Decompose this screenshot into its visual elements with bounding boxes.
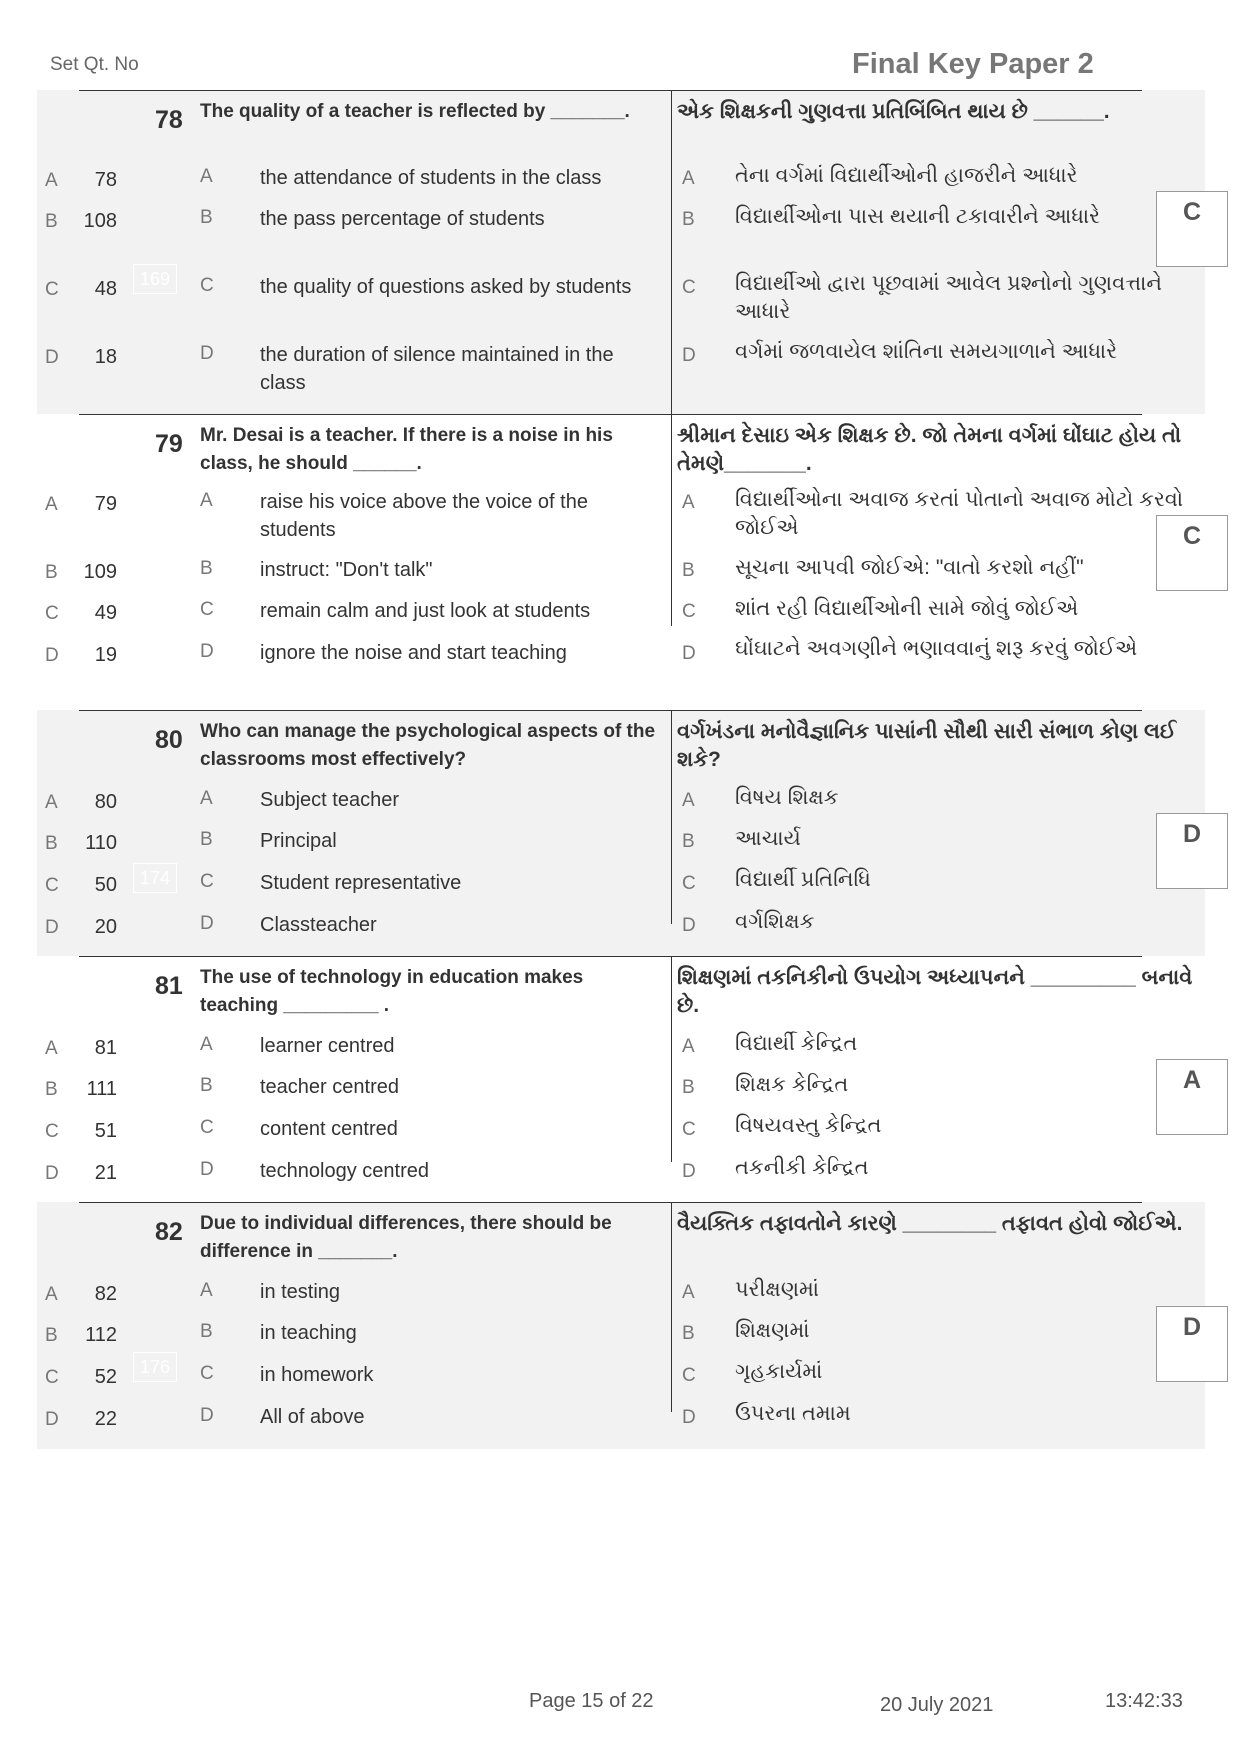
option-letter-gu: D [682,1161,696,1182]
ghost-number: 176 [133,1352,177,1382]
set-question-number: 21 [94,1162,117,1184]
option-text-gu: વર્ગમાં જળવાયેલ શાંતિના સમયગાળાને આધારે [735,340,1118,363]
option-text-en: learner centred [260,1035,395,1057]
option-text-en: content centred [260,1118,398,1140]
option-text-gu: પરીક્ષણમાં [735,1278,820,1301]
divider [79,1202,1142,1203]
option-text-gu: તેના વર્ગમાં વિદ્યાર્થીઓની હાજરીને આધારે [735,164,1078,187]
option-letter-en: A [200,788,213,809]
option-text-en: instruct: "Don't talk" [260,559,433,581]
option-letter-gu: D [682,345,696,366]
option-text-en: Student representative [260,872,462,894]
set-letter: D [45,645,59,666]
question-number: 79 [155,430,183,458]
question-text-en: Mr. Desai is a teacher. If there is a noise in his class, he should ______. [200,425,613,474]
option-letter-en: B [200,1321,213,1342]
answer-key: D [1182,1313,1202,1341]
option-text-en: Classteacher [260,914,377,936]
option-text-gu: શાંત રહી વિદ્યાર્થીઓની સામે જોવું જોઈએ [735,597,1079,620]
option-letter-gu: A [682,790,695,811]
option-text-gu: વિદ્યાર્થીઓ દ્વારા પૂછવામાં આવેલ પ્રશ્નોનો ગુણવત્તાને આધારે [735,272,1163,323]
option-letter-gu: C [682,601,696,622]
option-letter-gu: A [682,1036,695,1057]
question-text-gu: શ્રીમાન દેસાઇ એક શિક્ષક છે. જો તેમના વર્ગમાં ઘોંઘાટ હોય તો તેમણે_______. [677,424,1182,475]
option-text-gu: આચાર્ય [735,827,801,850]
option-letter-en: D [200,1405,214,1426]
divider [671,710,672,924]
set-letter: C [45,1367,59,1388]
option-letter-gu: A [682,1282,695,1303]
set-letter: B [45,211,58,232]
footer-time: 13:42:33 [1105,1690,1183,1712]
set-question-number: 49 [94,602,117,624]
option-letter-en: C [200,275,214,296]
question-number: 80 [155,726,183,754]
question-text-en: Who can manage the psychological aspects of the classrooms most effectively? [200,721,656,770]
option-text-en: Principal [260,830,337,852]
set-letter: C [45,875,59,896]
set-letter: A [45,1284,58,1305]
set-question-number: 18 [94,346,117,368]
page-number: Page 15 of 22 [529,1690,654,1712]
option-text-en: remain calm and just look at students [260,600,591,622]
page-title: Final Key Paper 2 [852,48,1094,80]
option-letter-en: C [200,599,214,620]
option-text-gu: શિક્ષણમાં [735,1319,810,1342]
option-text-en: the pass percentage of students [260,208,545,230]
question-block-80 [37,710,1205,956]
set-question-number: 80 [94,791,117,813]
answer-key: C [1182,198,1202,226]
option-letter-en: A [200,490,213,511]
question-block-78 [37,90,1205,414]
option-letter-gu: A [682,168,695,189]
set-letter: C [45,1121,59,1142]
question-block-81 [37,956,1205,1202]
option-text-en: Subject teacher [260,789,399,811]
set-letter: A [45,494,58,515]
set-letter: B [45,1325,58,1346]
option-text-gu: વર્ગશિક્ષક [735,910,815,933]
set-letter: B [45,562,58,583]
option-letter-gu: C [682,1119,696,1140]
option-text-en: teacher centred [260,1076,399,1098]
option-letter-en: C [200,871,214,892]
option-text-en: All of above [260,1406,365,1428]
question-text-en: The quality of a teacher is reflected by _______. [200,101,630,122]
option-letter-en: D [200,641,214,662]
option-text-gu: વિષય શિક્ષક [735,786,839,809]
question-text-gu: એક શિક્ષકની ગુણવત્તા પ્રતિબિંબિત થાય છે ______. [677,100,1110,123]
option-text-en: in homework [260,1364,374,1386]
set-letter: A [45,170,58,191]
set-question-number: 79 [94,493,117,515]
option-letter-gu: B [682,1323,695,1344]
set-question-number: 22 [94,1408,117,1430]
divider [79,710,1142,711]
question-number: 82 [155,1218,183,1246]
divider [79,414,1142,415]
option-letter-gu: D [682,643,696,664]
question-number: 78 [155,106,183,134]
question-text-gu: વૈયક્તિક તફાવતોને કારણે ________ તફાવત હોવો જોઈએ. [677,1212,1183,1235]
question-block-82 [37,1202,1205,1449]
option-letter-gu: C [682,277,696,298]
answer-key: D [1182,820,1202,848]
divider [671,414,672,626]
option-text-gu: શિક્ષક કેન્દ્રિત [735,1073,849,1096]
footer-date: 20 July 2021 [880,1694,994,1716]
question-text-gu: શિક્ષણમાં તકનિકીનો ઉપયોગ અધ્યાપનને _________ બનાવે છે. [677,966,1193,1017]
option-letter-gu: B [682,1077,695,1098]
answer-key: A [1182,1066,1202,1094]
option-letter-gu: C [682,1365,696,1386]
option-text-gu: સૂચના આપવી જોઈએ: "વાતો કરશો નહીં" [735,556,1084,579]
option-text-gu: ઘોંઘાટને અવગણીને ભણાવવાનું શરૂ કરવું જોઈએ [735,637,1138,660]
option-letter-en: A [200,1280,213,1301]
question-text-gu: વર્ગખંડના મનોવૈજ્ઞાનિક પાસાંની સૌથી સારી સંભાળ કોણ લઈ શકે? [677,720,1177,771]
option-letter-en: B [200,1075,213,1096]
option-letter-en: C [200,1363,214,1384]
option-text-en: the duration of silence maintained in the class [260,344,614,394]
question-number: 81 [155,972,183,1000]
divider [79,956,1142,957]
option-letter-en: B [200,829,213,850]
set-qtno-header: Set Qt. No [50,54,139,75]
option-letter-en: D [200,343,214,364]
option-text-en: the quality of questions asked by students [260,276,632,298]
option-text-en: in testing [260,1281,341,1303]
ghost-number: 169 [133,264,177,294]
option-text-gu: વિષયવસ્તુ કેન્દ્રિત [735,1114,882,1137]
option-letter-gu: D [682,915,696,936]
set-question-number: 111 [86,1078,117,1100]
option-letter-en: D [200,1159,214,1180]
option-text-gu: વિદ્યાર્થીઓના અવાજ કરતાં પોતાનો અવાજ મોટો કરવો જોઈએ [735,488,1184,539]
set-question-number: 112 [85,1324,117,1346]
option-letter-gu: B [682,209,695,230]
divider [79,90,1142,91]
option-letter-gu: D [682,1407,696,1428]
option-text-gu: વિદ્યાર્થી કેન્દ્રિત [735,1032,858,1055]
set-letter: A [45,792,58,813]
set-letter: C [45,603,59,624]
option-text-en: ignore the noise and start teaching [260,642,567,664]
option-letter-en: D [200,913,214,934]
option-text-en: the attendance of students in the class [260,167,602,189]
set-question-number: 78 [94,169,117,191]
set-question-number: 81 [94,1037,117,1059]
set-question-number: 48 [94,278,117,300]
question-block-79 [37,414,1205,710]
option-text-en: technology centred [260,1160,430,1182]
set-letter: D [45,1163,59,1184]
set-letter: D [45,917,59,938]
set-question-number: 50 [94,874,117,896]
set-letter: B [45,1079,58,1100]
set-letter: A [45,1038,58,1059]
answer-key: C [1182,522,1202,550]
set-question-number: 109 [83,561,117,583]
set-question-number: 82 [94,1283,117,1305]
option-text-en: raise his voice above the voice of the students [260,491,588,541]
question-text-en: Due to individual differences, there should be difference in _______. [200,1213,612,1262]
option-text-en: in teaching [260,1322,357,1344]
set-question-number: 52 [94,1366,117,1388]
option-letter-gu: C [682,873,696,894]
option-text-gu: ગૃહકાર્યમાં [735,1360,823,1383]
set-question-number: 19 [94,644,117,666]
set-question-number: 20 [94,916,117,938]
option-letter-gu: A [682,492,695,513]
option-text-gu: તકનીકી કેન્દ્રિત [735,1156,869,1179]
set-question-number: 51 [94,1120,117,1142]
set-question-number: 110 [85,832,117,854]
set-letter: D [45,1409,59,1430]
set-question-number: 108 [83,210,117,232]
ghost-number: 174 [133,863,177,893]
option-letter-en: B [200,207,213,228]
divider [671,956,672,1162]
option-text-gu: ઉપરના તમામ [735,1402,851,1425]
option-letter-gu: B [682,560,695,581]
divider [671,90,672,414]
option-text-gu: વિદ્યાર્થી પ્રતિનિધિ [735,868,871,891]
option-letter-en: A [200,166,213,187]
question-text-en: The use of technology in education makes teaching _________ . [200,967,584,1016]
option-letter-gu: B [682,831,695,852]
option-text-gu: વિદ્યાર્થીઓના પાસ થયાની ટકાવારીને આધારે [735,205,1100,228]
option-letter-en: C [200,1117,214,1138]
option-letter-en: A [200,1034,213,1055]
set-letter: D [45,347,59,368]
divider [671,1202,672,1412]
option-letter-en: B [200,558,213,579]
set-letter: C [45,279,59,300]
set-letter: B [45,833,58,854]
